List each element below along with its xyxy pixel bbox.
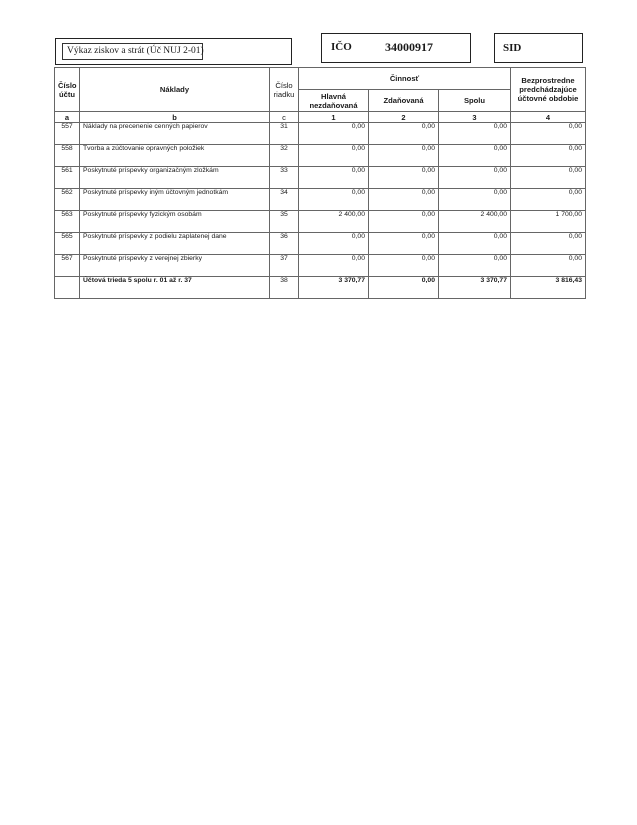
total-value-cell: 0,00 <box>439 189 511 211</box>
taxed-value-cell: 0,00 <box>369 145 439 167</box>
column-label: 4 <box>511 112 586 123</box>
row-number-cell: 31 <box>270 123 299 145</box>
account-cell: 562 <box>55 189 80 211</box>
taxed-value-cell: 0,00 <box>369 255 439 277</box>
table-row <box>55 211 586 233</box>
main-value-cell: 0,00 <box>299 123 369 145</box>
main-value-cell: 0,00 <box>299 167 369 189</box>
column-labels-row <box>55 112 586 123</box>
total-row <box>55 277 586 299</box>
main-value-cell: 0,00 <box>299 233 369 255</box>
total-taxed-cell: 0,00 <box>369 277 439 299</box>
previous-value-cell: 0,00 <box>511 167 586 189</box>
table-row <box>55 145 586 167</box>
total-previous-cell: 3 816,43 <box>511 277 586 299</box>
column-label: 1 <box>299 112 369 123</box>
ico-box <box>321 33 471 63</box>
report-title: Výkaz ziskov a strát (Úč NUJ 2-01) <box>62 43 203 60</box>
previous-value-cell: 0,00 <box>511 255 586 277</box>
column-label: b <box>80 112 270 123</box>
table-row <box>55 255 586 277</box>
row-number-cell: 35 <box>270 211 299 233</box>
table-row <box>55 189 586 211</box>
total-value-cell: 2 400,00 <box>439 211 511 233</box>
taxed-value-cell: 0,00 <box>369 233 439 255</box>
cost-name-cell: Náklady na precenenie cenných papierov <box>80 123 270 145</box>
cost-name-cell: Poskytnuté príspevky z verejnej zbierky <box>80 255 270 277</box>
main-value-cell: 0,00 <box>299 189 369 211</box>
row-number-cell: 36 <box>270 233 299 255</box>
cost-name-cell: Poskytnuté príspevky fyzickým osobám <box>80 211 270 233</box>
column-label: c <box>270 112 299 123</box>
taxed-value-cell: 0,00 <box>369 123 439 145</box>
header-previous: Bezprostredne predchádzajúce účtovné obdobie <box>511 68 586 112</box>
sid-box <box>494 33 583 63</box>
account-cell: 565 <box>55 233 80 255</box>
sid-label: SID <box>503 42 522 54</box>
total-value-cell: 0,00 <box>439 123 511 145</box>
header-activity: Činnosť <box>299 68 511 90</box>
header-account: Číslo účtu <box>55 68 80 112</box>
header-total: Spolu <box>439 90 511 112</box>
previous-value-cell: 0,00 <box>511 145 586 167</box>
total-value-cell: 0,00 <box>439 145 511 167</box>
header-row-no: Číslo riadku <box>270 68 299 112</box>
column-label: 3 <box>439 112 511 123</box>
account-cell: 563 <box>55 211 80 233</box>
total-account-cell <box>55 277 80 299</box>
previous-value-cell: 0,00 <box>511 233 586 255</box>
main-value-cell: 0,00 <box>299 255 369 277</box>
cost-name-cell: Poskytnuté príspevky z podielu zaplatenej dane <box>80 233 270 255</box>
column-label: 2 <box>369 112 439 123</box>
table-row <box>55 123 586 145</box>
total-value-cell: 0,00 <box>439 167 511 189</box>
total-name-cell: Účtová trieda 5 spolu r. 01 až r. 37 <box>80 277 270 299</box>
cost-table <box>54 67 586 299</box>
account-cell: 567 <box>55 255 80 277</box>
ico-value: 34000917 <box>385 40 433 54</box>
account-cell: 561 <box>55 167 80 189</box>
total-total-cell: 3 370,77 <box>439 277 511 299</box>
row-number-cell: 34 <box>270 189 299 211</box>
previous-value-cell: 0,00 <box>511 123 586 145</box>
total-value-cell: 0,00 <box>439 233 511 255</box>
table-row <box>55 167 586 189</box>
cost-name-cell: Poskytnuté príspevky iným účtovným jednotkám <box>80 189 270 211</box>
main-value-cell: 0,00 <box>299 145 369 167</box>
taxed-value-cell: 0,00 <box>369 167 439 189</box>
header-costs: Náklady <box>80 68 270 112</box>
table-row <box>55 233 586 255</box>
cost-name-cell: Tvorba a zúčtovanie opravných položiek <box>80 145 270 167</box>
cost-name-cell: Poskytnuté príspevky organizačným zložkám <box>80 167 270 189</box>
previous-value-cell: 0,00 <box>511 189 586 211</box>
taxed-value-cell: 0,00 <box>369 211 439 233</box>
account-cell: 557 <box>55 123 80 145</box>
column-label: a <box>55 112 80 123</box>
previous-value-cell: 1 700,00 <box>511 211 586 233</box>
row-number-cell: 32 <box>270 145 299 167</box>
header-main: Hlavná nezdaňovaná <box>299 90 369 112</box>
taxed-value-cell: 0,00 <box>369 189 439 211</box>
main-value-cell: 2 400,00 <box>299 211 369 233</box>
row-number-cell: 33 <box>270 167 299 189</box>
account-cell: 558 <box>55 145 80 167</box>
header-taxed: Zdaňovaná <box>369 90 439 112</box>
report-title-frame <box>55 38 292 65</box>
row-number-cell: 37 <box>270 255 299 277</box>
total-main-cell: 3 370,77 <box>299 277 369 299</box>
ico-label: IČO <box>331 41 352 53</box>
total-value-cell: 0,00 <box>439 255 511 277</box>
total-row-number-cell: 38 <box>270 277 299 299</box>
